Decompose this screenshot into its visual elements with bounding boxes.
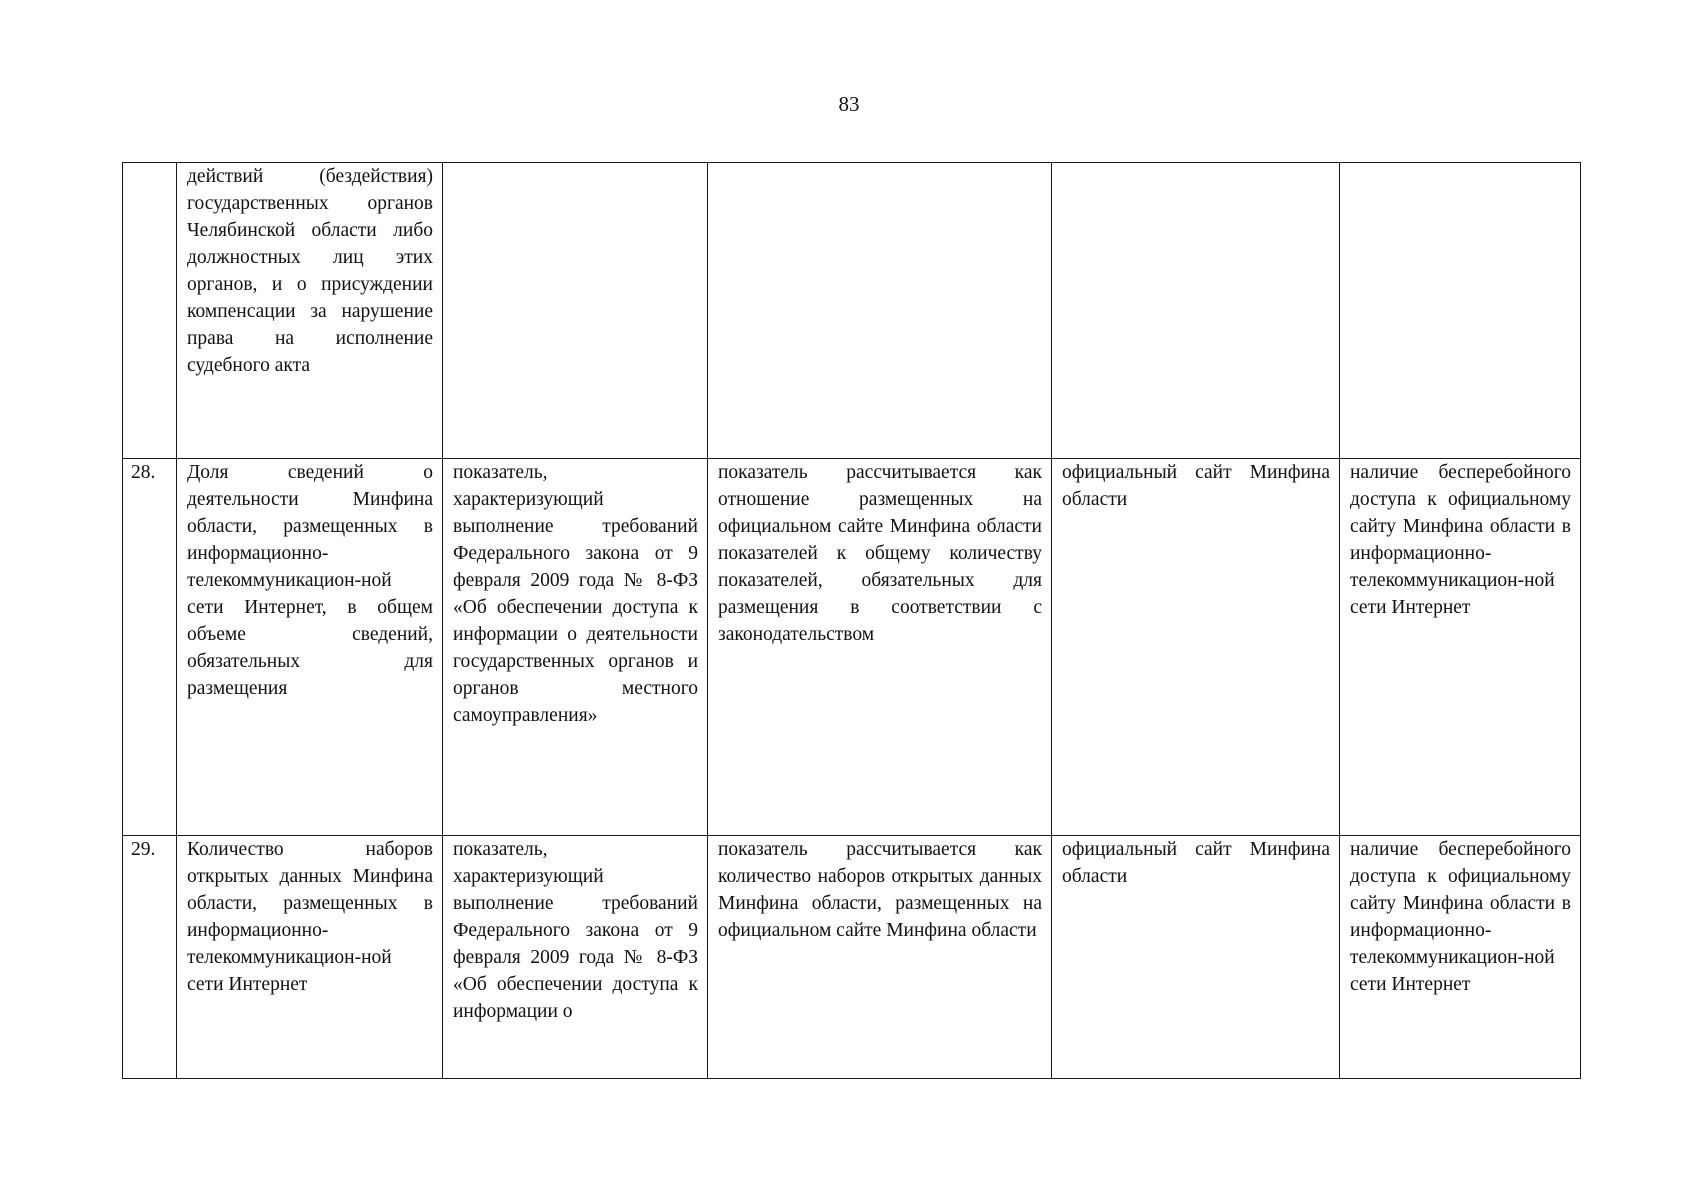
indicator-characteristic-cell xyxy=(443,163,708,459)
indicator-characteristic-cell xyxy=(443,459,708,836)
indicator-source-cell xyxy=(1052,459,1340,836)
indicator-name-text: Количество наборов открытых данных Минфина области, размещенных в информационно-телекоммуникацион-ной сети Интернет xyxy=(187,839,433,995)
indicator-source-text: официальный сайт Минфина области xyxy=(1062,839,1330,887)
indicator-name-cell xyxy=(177,836,443,1079)
indicator-calculation-cell xyxy=(708,836,1052,1079)
indicator-name-cell xyxy=(177,459,443,836)
row-number-cell: 29. xyxy=(123,836,177,1079)
indicator-condition-cell xyxy=(1340,836,1581,1079)
indicator-characteristic-cell xyxy=(443,836,708,1079)
indicator-name-text: Доля сведений о деятельности Минфина области, размещенных в информационно-телекоммуникацион-ной сети Интернет, в общем объеме сведений, обязательных для размещения xyxy=(187,462,433,699)
indicator-name-cell xyxy=(177,163,443,459)
indicator-source-cell xyxy=(1052,836,1340,1079)
page-number: 83 xyxy=(838,92,860,116)
indicator-characteristic-text: показатель, характеризующий выполнение требований Федерального закона от 9 февраля 2009 года № 8-ФЗ «Об обеспечении доступа к информации о деятельности государственных органов и органов местного самоуправления» xyxy=(453,462,698,726)
indicator-name-text: действий (бездействия) государственных органов Челябинской области либо должностных лиц этих органов, и о присуждении компенсации за нарушение права на исполнение судебного акта xyxy=(187,166,433,376)
indicator-calculation-text: показатель рассчитывается как отношение размещенных на официальном сайте Минфина области показателей к общему количеству показателей, обязательных для размещения в соответствии с законодательством xyxy=(718,462,1042,645)
indicator-source-text: официальный сайт Минфина области xyxy=(1062,462,1330,510)
indicator-source-cell xyxy=(1052,163,1340,459)
indicator-condition-cell xyxy=(1340,459,1581,836)
indicator-condition-text: наличие бесперебойного доступа к официальному сайту Минфина области в информационно-телекоммуникацион-ной сети Интернет xyxy=(1350,462,1571,618)
indicator-condition-text: наличие бесперебойного доступа к официальному сайту Минфина области в информационно-телекоммуникацион-ной сети Интернет xyxy=(1350,839,1571,995)
row-number-cell xyxy=(123,163,177,459)
indicator-characteristic-text: показатель, характеризующий выполнение требований Федерального закона от 9 февраля 2009 года № 8-ФЗ «Об обеспечении доступа к информации о xyxy=(453,839,698,1022)
indicators-table xyxy=(122,162,1581,1079)
table-row xyxy=(123,459,1581,836)
indicator-calculation-cell xyxy=(708,459,1052,836)
indicator-calculation-text: показатель рассчитывается как количество наборов открытых данных Минфина области, размещенных на официальном сайте Минфина области xyxy=(718,839,1042,941)
table-row xyxy=(123,836,1581,1079)
table-row xyxy=(123,163,1581,459)
indicator-calculation-cell xyxy=(708,163,1052,459)
indicator-condition-cell xyxy=(1340,163,1581,459)
row-number-cell: 28. xyxy=(123,459,177,836)
